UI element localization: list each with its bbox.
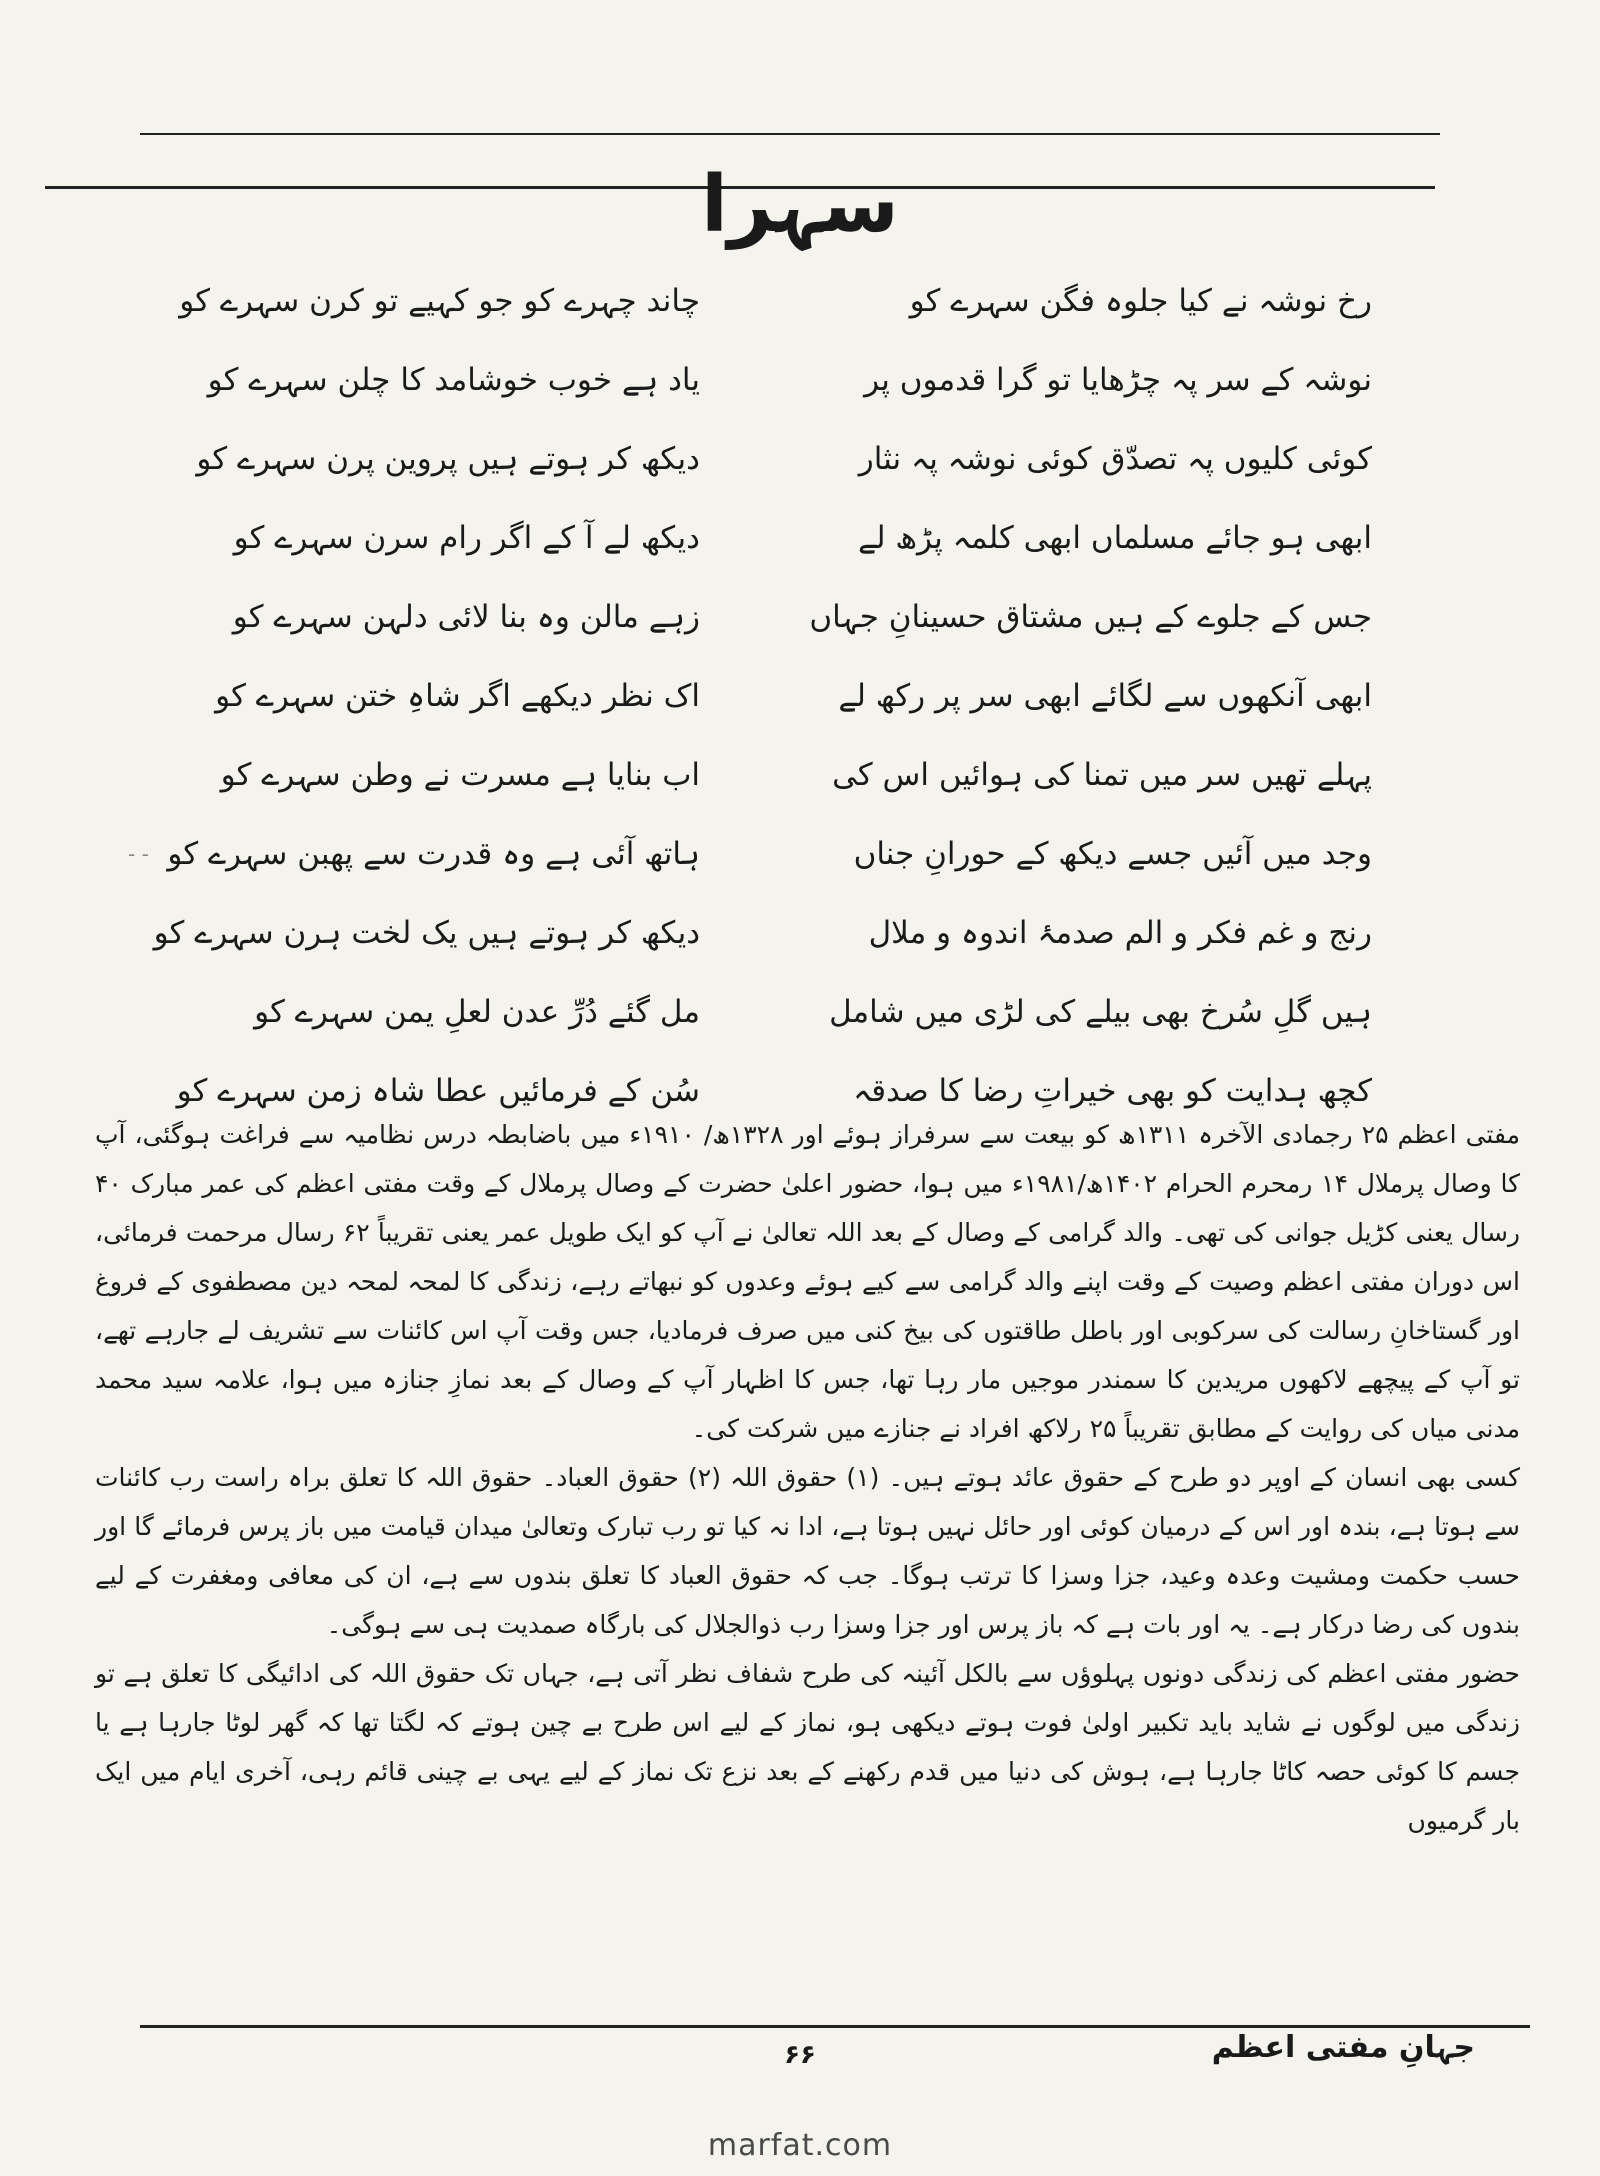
verse: یاد ہے خوب خوشامد کا چلن سہرے کو <box>207 362 700 398</box>
verse: کچھ ہدایت کو بھی خیراتِ رضا کا صدقہ <box>853 1073 1372 1109</box>
verse: ہاتھ آئی ہے وہ قدرت سے پھبن سہرے کو <box>167 836 700 872</box>
verse: نوشہ کے سر پہ چڑھایا تو گرا قدموں پر <box>864 362 1372 398</box>
verse: مل گئے دُرِّ عدن لعلِ یمن سہرے کو <box>254 994 700 1030</box>
verse: رنج و غم فکر و الم صدمۂ اندوہ و ملال <box>868 915 1372 951</box>
verse: چاند چہرے کو جو کہیے تو کرن سہرے کو <box>179 283 700 319</box>
verse: وجد میں آئیں جسے دیکھ کے حورانِ جناں <box>853 836 1372 872</box>
verse: ابھی ہو جائے مسلماں ابھی کلمہ پڑھ لے <box>857 520 1372 556</box>
verse: ابھی آنکھوں سے لگائے ابھی سر پر رکھ لے <box>838 678 1372 714</box>
verse: سُن کے فرمائیں عطا شاہ زمن سہرے کو <box>176 1073 700 1109</box>
page-number: ۶۶ <box>784 2040 816 2070</box>
prose-paragraph: حضور مفتی اعظم کی زندگی دونوں پہلوؤں سے بالکل آئینہ کی طرح شفاف نظر آتی ہے، جہاں تک حقوق اللہ کی ادائیگی کا تعلق ہے تو زندگی میں لوگوں نے شاید باید تکبیر اولیٰ فوت ہوتے دیکھی ہو، نماز کے لیے اس طرح بے چین ہوتے کہ لگتا تھا کہ گھر لوٹا جارہا ہے یا جسم کا کوئی حصہ کاٹا جارہا ہے، ہوش کی دنیا میں قدم رکھنے کے بعد نزع تک نماز کے لیے یہی بے چینی قائم رہی، آخری ایام میں ایک بار گرمیوں <box>95 1659 1520 1835</box>
running-footer-title: جہانِ مفتی اعظم <box>1211 2030 1475 2065</box>
verse: کوئی کلیوں پہ تصدّق کوئی نوشہ پہ نثار <box>858 441 1372 477</box>
poem-left-column <box>153 262 700 1131</box>
verse: دیکھ کر ہوتے ہیں پروین پرن سہرے کو <box>196 441 700 477</box>
verse: پہلے تھیں سر میں تمنا کی ہوائیں اس کی <box>832 757 1372 793</box>
watermark: marfat.com <box>707 2128 893 2163</box>
verse: رخ نوشہ نے کیا جلوہ فگن سہرے کو <box>909 283 1372 319</box>
bottom-rule <box>140 2025 1530 2028</box>
verse: دیکھ کر ہوتے ہیں یک لخت ہرن سہرے کو <box>153 915 700 951</box>
prose-paragraph: مفتی اعظم ۲۵ رجمادی الآخرہ ۱۳۱۱ھ کو بیعت سے سرفراز ہوئے اور ۱۳۲۸ھ/ ۱۹۱۰ء میں باضابطہ درس نظامیہ سے فراغت ہوگئی، آپ کا وصال پرملال ۱۴ رمحرم الحرام ۱۴۰۲ھ/۱۹۸۱ء میں ہوا، حضور اعلیٰ حضرت کے وصال پرملال کے وقت مفتی اعظم کی عمر مبارک ۴۰ رسال یعنی کڑیل جوانی کی تھی۔ والد گرامی کے وصال کے بعد اللہ تعالیٰ نے آپ کو ایک طویل عمر یعنی تقریباً ۶۲ رسال مرحمت فرمائی، اس دوران مفتی اعظم وصیت کے وقت اپنے والد گرامی سے کیے ہوئے وعدوں کو نبھاتے رہے، زندگی کا لمحہ لمحہ دین مصطفوی کے فروغ اور گستاخانِ رسالت کی سرکوبی اور باطل طاقتوں کی بیخ کنی میں صرف فرمادیا، جس وقت آپ اس کائنات سے تشریف لے جارہے تھے، تو آپ کے پیچھے لاکھوں مریدین کا سمندر موجیں مار رہا تھا، جس کا اظہار آپ کے وصال کے بعد نمازِ جنازہ میں ہوا، علامہ سید محمد مدنی میاں کی روایت کے مطابق تقریباً ۲۵ رلاکھ افراد نے جنازے میں شرکت کی۔ <box>95 1120 1520 1443</box>
verse: جس کے جلوے کے ہیں مشتاق حسینانِ جہاں <box>809 599 1372 635</box>
prose-body <box>95 1110 1520 1845</box>
verse: ہیں گلِ سُرخ بھی بیلے کی لڑی میں شامل <box>829 994 1372 1030</box>
scan-speck: ‑ ‑ <box>128 842 149 866</box>
verse: زہے مالن وہ بنا لائی دلہن سہرے کو <box>232 599 700 635</box>
prose-paragraph: کسی بھی انسان کے اوپر دو طرح کے حقوق عائد ہوتے ہیں۔ (۱) حقوق اللہ (۲) حقوق العباد۔ حقوق اللہ کا تعلق براہ راست رب کائنات سے ہوتا ہے، بندہ اور اس کے درمیان کوئی اور حائل نہیں ہوتا ہے، ادا نہ کیا تو رب تبارک وتعالیٰ میدان قیامت میں باز پرس فرمائے گا اور حسب حکمت ومشیت وعدہ وعید، جزا وسزا کا ترتب ہوگا۔ جب کہ حقوق العباد کا تعلق بندوں سے ہے، ان کی معافی ومغفرت کے لیے بندوں کی رضا درکار ہے۔ یہ اور بات ہے کہ باز پرس اور جزا وسزا رب ذوالجلال کی بارگاہ صمدیت ہی سے ہوگی۔ <box>95 1463 1521 1639</box>
verse: اک نظر دیکھے اگر شاہِ ختن سہرے کو <box>215 678 700 714</box>
poem-title: سہرا <box>701 160 899 250</box>
verse: دیکھ لے آ کے اگر رام سرن سہرے کو <box>233 520 700 556</box>
poem-right-column <box>809 262 1372 1131</box>
verse: اب بنایا ہے مسرت نے وطن سہرے کو <box>220 757 700 793</box>
top-rule-upper <box>140 133 1440 135</box>
